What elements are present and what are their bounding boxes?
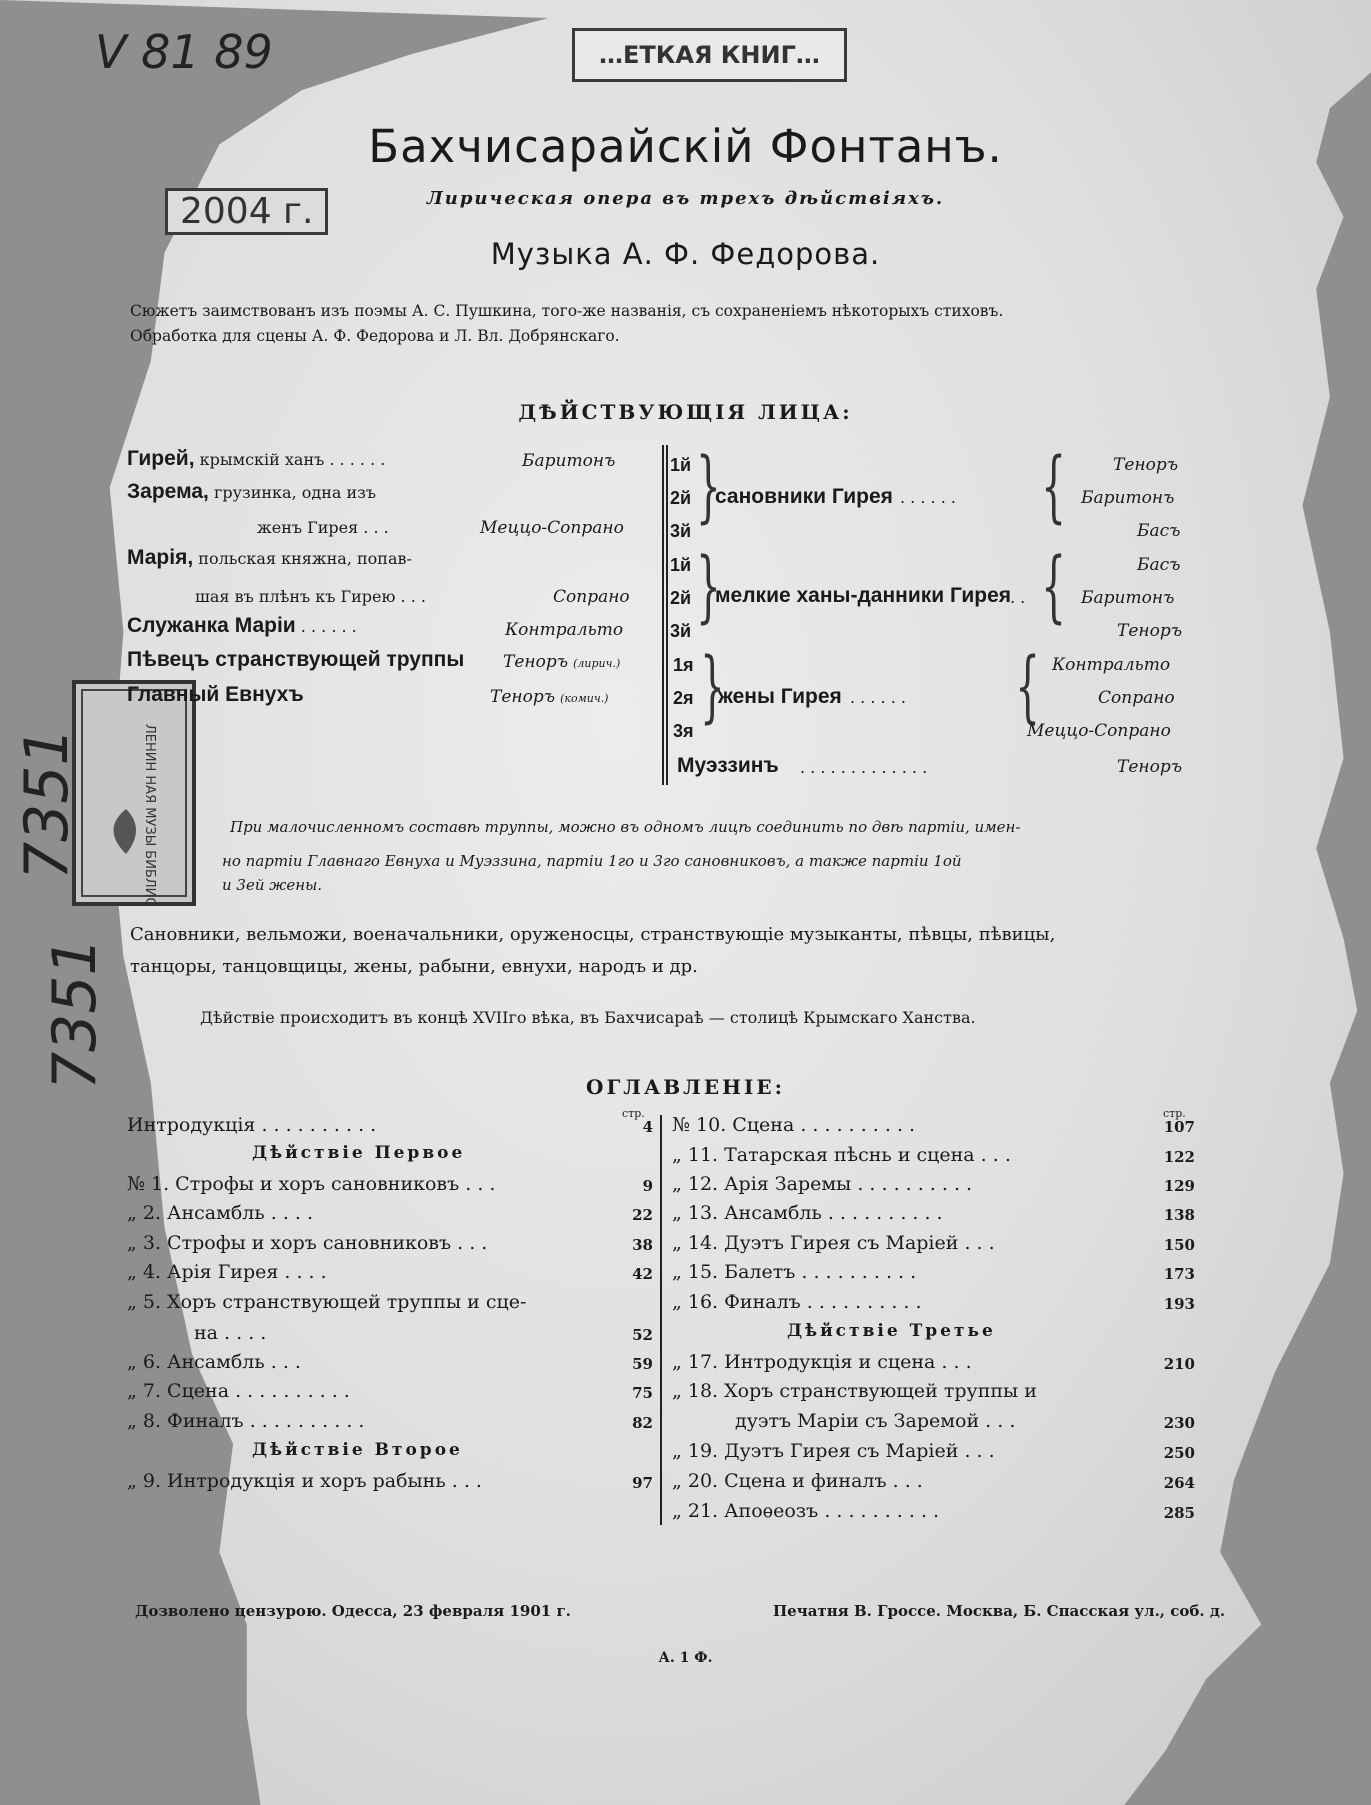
- toc-dots: . . .: [465, 1173, 496, 1195]
- number-3: 3й: [670, 621, 692, 641]
- toc-entry[interactable]: [127, 1173, 495, 1195]
- toc-entry[interactable]: [672, 1440, 995, 1462]
- toc-page: 250: [1163, 1444, 1195, 1462]
- voice-type: Теноръ: [1113, 455, 1179, 475]
- toc-entry[interactable]: [127, 1470, 482, 1492]
- toc-entry[interactable]: [672, 1291, 922, 1313]
- toc-title: „ 6. Ансамбль: [127, 1351, 265, 1373]
- number-2: 2й: [670, 588, 692, 608]
- toc-page: 82: [632, 1414, 653, 1432]
- extras-line-2: танцоры, танцовщицы, жены, рабыни, евнухи, народъ и др.: [130, 956, 698, 977]
- brace-icon: }: [696, 542, 721, 632]
- voice-type: Контральто: [1052, 655, 1171, 675]
- censor-approval: Дозволено цензурою. Одесса, 23 февраля 1901 г.: [135, 1602, 571, 1620]
- printer-info: Печатня В. Гроссе. Москва, Б. Спасская ул., соб. д.: [773, 1602, 1226, 1620]
- toc-page: 52: [632, 1326, 653, 1344]
- toc-dots: . . .: [941, 1351, 972, 1373]
- page-label-left: стр.: [622, 1107, 645, 1120]
- group-dots: . .: [1010, 588, 1026, 607]
- toc-title: „ 11. Татарская пѣснь и сцена: [672, 1144, 975, 1166]
- role-name: Служанка Маріи: [127, 614, 296, 637]
- toc-dots: . . .: [964, 1232, 995, 1254]
- voice-type: Теноръ: [1117, 621, 1183, 641]
- toc-title: „ 15. Балетъ: [672, 1261, 796, 1283]
- toc-page: 193: [1163, 1295, 1195, 1313]
- toc-page: 264: [1163, 1474, 1195, 1492]
- toc-dots: . . . . . . . . . .: [235, 1380, 350, 1402]
- voice-type: Сопрано: [553, 587, 630, 607]
- doubling-note-line-2: но партіи Главнаго Евнуха и Муэззина, партіи 1го и 3го сановниковъ, а также партіи 1ой: [222, 852, 962, 870]
- toc-dots: . . . . . . . . . .: [827, 1202, 943, 1224]
- toc-entry-cont: [735, 1410, 1015, 1432]
- toc-entry[interactable]: [672, 1202, 943, 1224]
- toc-entry[interactable]: [672, 1500, 939, 1522]
- toc-divider: [660, 1115, 662, 1525]
- toc-title: „ 9. Интродукція и хоръ рабынь: [127, 1470, 446, 1492]
- toc-dots: . . .: [457, 1232, 488, 1254]
- role-name: Пѣвецъ странствующей труппы: [127, 648, 465, 671]
- toc-page: 210: [1163, 1355, 1195, 1373]
- toc-page: 4: [642, 1118, 653, 1136]
- toc-page: 42: [632, 1265, 653, 1283]
- role-name: Главный Евнухъ: [127, 683, 304, 706]
- character-maid: [127, 614, 357, 638]
- toc-dots: . . . . . . . . . .: [857, 1173, 973, 1195]
- role-description: польская княжна, попав-: [198, 549, 412, 568]
- toc-dots: . . . . . . . . . .: [261, 1114, 377, 1136]
- toc-entry[interactable]: [672, 1232, 995, 1254]
- toc-dots: . . . . . . . . . .: [801, 1261, 917, 1283]
- library-seal: [72, 680, 196, 906]
- toc-dots: . . .: [892, 1470, 923, 1492]
- toc-title: „ 5. Хоръ странствующей труппы и сце-: [127, 1291, 527, 1313]
- toc-dots: . . . . . . . . . .: [806, 1291, 922, 1313]
- toc-title: „ 14. Дуэтъ Гирея съ Маріей: [672, 1232, 959, 1254]
- cast-divider-2: [666, 445, 668, 785]
- voice-qualifier: (комич.): [560, 692, 609, 705]
- character-eunuch: [127, 683, 304, 707]
- toc-dots: . . . .: [270, 1202, 314, 1224]
- toc-entry[interactable]: [672, 1114, 915, 1136]
- toc-page: 173: [1163, 1265, 1195, 1283]
- doubling-note-line-3: и 3ей жены.: [222, 876, 323, 894]
- toc-dots: . . . . . . . . . .: [249, 1410, 365, 1432]
- toc-title: „ 7. Сцена: [127, 1380, 230, 1402]
- toc-title: „ 13. Ансамбль: [672, 1202, 822, 1224]
- plot-source-note: Сюжетъ заимствованъ изъ поэмы А. С. Пушкина, того-же названія, съ сохраненіемъ нѣкоторыхъ стиховъ.: [130, 302, 1004, 320]
- toc-dots: . . . .: [284, 1261, 327, 1283]
- voice-type: Сопрано: [1098, 688, 1175, 708]
- toc-entry[interactable]: [672, 1261, 916, 1283]
- act-heading: Дѣйствіе Второе: [252, 1440, 463, 1460]
- toc-page: 107: [1163, 1118, 1195, 1136]
- toc-dots: . . . . . . . . . .: [800, 1114, 916, 1136]
- library-seal-graphic: [76, 684, 192, 902]
- toc-title: „ 12. Арія Заремы: [672, 1173, 852, 1195]
- toc-title: „ 19. Дуэтъ Гирея съ Маріей: [672, 1440, 959, 1462]
- toc-entry[interactable]: [127, 1202, 313, 1224]
- group-name: сановники Гирея: [715, 485, 893, 508]
- toc-entry[interactable]: [127, 1261, 327, 1283]
- brace-icon: }: [1041, 442, 1066, 532]
- toc-entry[interactable]: [127, 1291, 526, 1313]
- number-2: 2я: [673, 688, 694, 708]
- toc-dots: . . .: [985, 1410, 1016, 1432]
- toc-dots: . . .: [451, 1470, 482, 1492]
- number-1: 1й: [670, 555, 692, 575]
- svg-text:ЛЕНИН НАЯ МУЗЫ БИБЛИО: ЛЕНИН НАЯ МУЗЫ БИБЛИО: [142, 724, 157, 902]
- toc-title: „ 4. Арія Гирея: [127, 1261, 279, 1283]
- toc-dots: . . .: [964, 1440, 995, 1462]
- voice-type: Теноръ: [1117, 757, 1183, 777]
- role-name: Марія,: [127, 546, 194, 569]
- extras-line-1: Сановники, вельможи, военачальники, оруженосцы, странствующіе музыканты, пѣвцы, пѣвицы,: [130, 924, 1056, 945]
- toc-title: „ 18. Хоръ странствующей труппы и: [672, 1380, 1037, 1402]
- setting-note: Дѣйствіе происходитъ въ концѣ XVIIго вѣка, въ Бахчисараѣ — столицѣ Крымскаго Ханства.: [200, 1008, 976, 1027]
- toc-title: „ 2. Ансамбль: [127, 1202, 265, 1224]
- toc-entry[interactable]: [127, 1232, 487, 1254]
- voice-type: Теноръ: [490, 687, 556, 707]
- voice-qualifier: (лирич.): [573, 657, 621, 670]
- subtitle: Лирическая опера въ трехъ дѣйствіяхъ.: [426, 188, 945, 209]
- role-description: крымскій ханъ . . . . . .: [199, 450, 386, 469]
- adaptation-note: Обработка для сцены А. Ф. Федорова и Л. Вл. Добрянскаго.: [130, 327, 620, 345]
- library-stamp: …ЕТКАЯ КНИГ…: [572, 28, 847, 82]
- act-heading: Дѣйствіе Третье: [787, 1321, 996, 1341]
- toc-entry[interactable]: [127, 1410, 364, 1432]
- role-dots: . . . . . . . . . . . . .: [800, 758, 928, 777]
- toc-page: 38: [632, 1236, 653, 1254]
- toc-dots: . . .: [980, 1144, 1011, 1166]
- voice-type: Баритонъ: [1081, 588, 1175, 608]
- group-name: жены Гирея: [718, 685, 842, 708]
- toc-entry[interactable]: [672, 1470, 923, 1492]
- composer-line: Музыка А. Ф. Федорова.: [490, 237, 881, 271]
- page-label-right: стр.: [1163, 1107, 1186, 1120]
- number-1: 1й: [670, 455, 692, 475]
- toc-page: 22: [632, 1206, 653, 1224]
- characters-heading: ДѢЙСТВУЮЩІЯ ЛИЦА:: [518, 400, 853, 424]
- role-name: Гирей,: [127, 447, 195, 470]
- brace-icon: }: [696, 442, 721, 532]
- voice-type: Теноръ: [503, 652, 569, 672]
- toc-page: 138: [1163, 1206, 1195, 1224]
- cast-divider-1: [662, 445, 664, 785]
- toc-title: „ 16. Финалъ: [672, 1291, 801, 1313]
- voice-type: Баритонъ: [522, 451, 616, 471]
- toc-title: Интродукція: [127, 1114, 256, 1136]
- voice-type: Басъ: [1137, 521, 1181, 541]
- group-dots: . . . . . .: [900, 488, 956, 507]
- toc-page: 230: [1163, 1414, 1195, 1432]
- toc-page: 9: [642, 1177, 653, 1195]
- toc-entry[interactable]: [672, 1380, 1037, 1402]
- contents-heading: ОГЛАВЛЕНІЕ:: [586, 1075, 785, 1099]
- toc-page: 59: [632, 1355, 653, 1373]
- toc-dots: . . . .: [224, 1322, 267, 1344]
- character-maria: [127, 546, 412, 570]
- toc-entry-cont: [194, 1322, 266, 1344]
- handwritten-shelfmark: V 81 89: [95, 25, 273, 79]
- voice-type-block: [503, 652, 620, 672]
- toc-entry[interactable]: [127, 1380, 350, 1402]
- toc-dots: . . . . . . . . . .: [824, 1500, 940, 1522]
- toc-title: „ 17. Интродукція и сцена: [672, 1351, 936, 1373]
- brace-icon: }: [700, 642, 725, 732]
- number-3: 3й: [670, 521, 692, 541]
- toc-page: 97: [632, 1474, 653, 1492]
- role-name: Зарема,: [127, 480, 209, 503]
- doubling-note-line-1: При малочисленномъ составѣ труппы, можно въ одномъ лицѣ соединить по двѣ партіи, имен-: [230, 818, 1021, 836]
- toc-title: на: [194, 1322, 218, 1344]
- toc-page: 129: [1163, 1177, 1195, 1195]
- character-girei: [127, 447, 385, 471]
- role-dots: . . . . . .: [300, 617, 357, 636]
- group-name: мелкие ханы-данники Гирея: [715, 584, 1012, 607]
- toc-page: 150: [1163, 1236, 1195, 1254]
- toc-title: „ 20. Сцена и финалъ: [672, 1470, 887, 1492]
- toc-page: 285: [1163, 1504, 1195, 1522]
- brace-icon: }: [1041, 542, 1066, 632]
- page-title: Бахчисарайскій Фонтанъ.: [368, 120, 1003, 173]
- toc-entry[interactable]: [127, 1351, 301, 1373]
- act-heading: Дѣйствіе Первое: [252, 1143, 466, 1163]
- voice-type: Басъ: [1137, 555, 1181, 575]
- voice-type: Меццо-Сопрано: [480, 518, 624, 538]
- voice-type: Меццо-Сопрано: [1027, 721, 1171, 741]
- role-description: грузинка, одна изъ: [213, 483, 377, 502]
- group-dots: . . . . . .: [850, 688, 906, 707]
- toc-page: 75: [632, 1384, 653, 1402]
- toc-dots: . . .: [270, 1351, 301, 1373]
- brace-icon: }: [1015, 642, 1040, 732]
- voice-type: Баритонъ: [1081, 488, 1175, 508]
- handwritten-number-bottom: 7351: [40, 937, 110, 1090]
- toc-entry[interactable]: [672, 1351, 972, 1373]
- toc-title: „ 3. Строфы и хоръ сановниковъ: [127, 1232, 452, 1254]
- character-zarema: [127, 480, 376, 504]
- toc-title: № 1. Строфы и хоръ сановниковъ: [127, 1173, 460, 1195]
- toc-entry[interactable]: [127, 1114, 376, 1136]
- toc-entry[interactable]: [672, 1144, 1011, 1166]
- toc-title: дуэтъ Маріи съ Заремой: [735, 1410, 980, 1432]
- toc-title: „ 21. Апоѳеозъ: [672, 1500, 819, 1522]
- voice-type-block: [490, 687, 608, 707]
- number-1: 1я: [673, 655, 694, 675]
- number-2: 2й: [670, 488, 692, 508]
- year-stamp: 2004 г.: [165, 188, 328, 235]
- number-3: 3я: [673, 721, 694, 741]
- role-muezzin: Муэззинъ: [677, 754, 779, 777]
- voice-type: Контральто: [505, 620, 624, 640]
- toc-title: „ 8. Финалъ: [127, 1410, 244, 1432]
- character-singer: [127, 648, 464, 672]
- toc-entry[interactable]: [672, 1173, 972, 1195]
- toc-page: 122: [1163, 1148, 1195, 1166]
- role-description-cont: шая въ плѣнъ къ Гирею . . .: [195, 587, 426, 606]
- plate-number: А. 1 Ф.: [658, 1650, 713, 1666]
- toc-title: № 10. Сцена: [672, 1114, 795, 1136]
- handwritten-number-top: 7351: [12, 727, 82, 880]
- role-description-cont: женъ Гирея . . .: [257, 518, 389, 537]
